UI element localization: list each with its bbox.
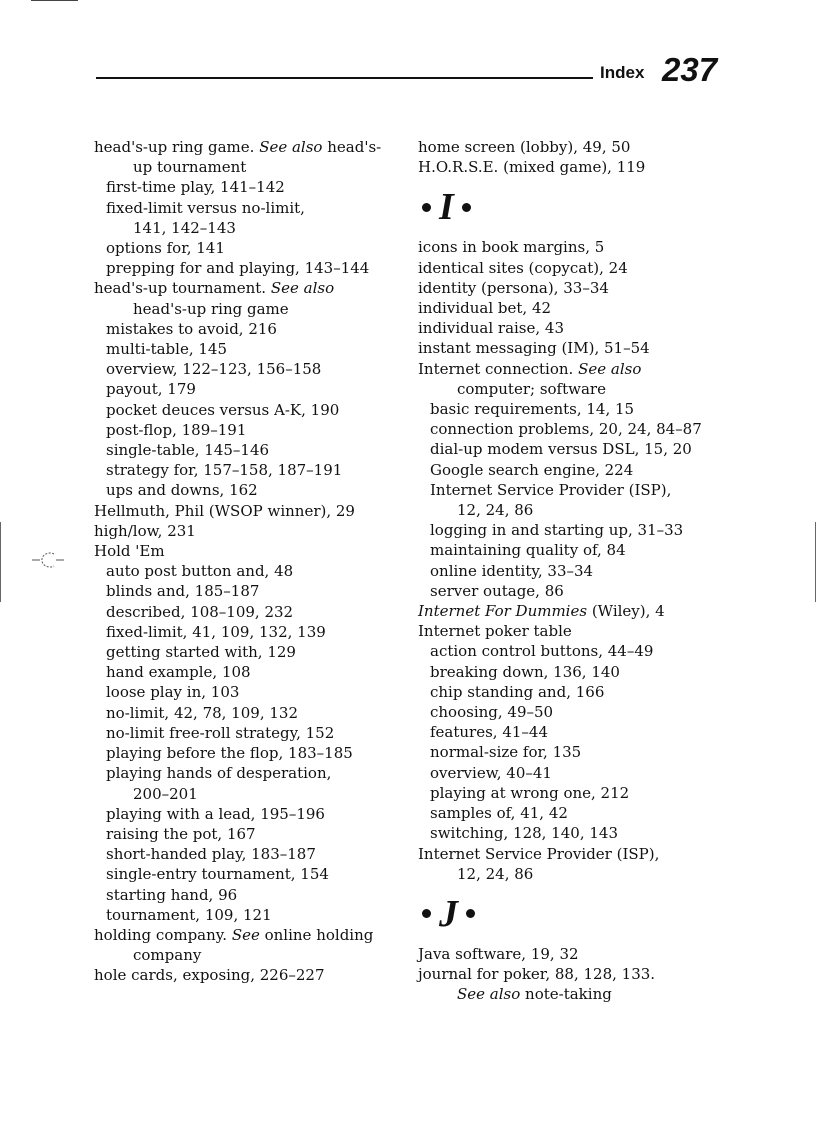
entry-text: 12, 24, 86 (457, 501, 534, 520)
index-subentry (94, 177, 404, 197)
entry-text: online holding (259, 925, 374, 944)
entry-text: blinds and, 185–187 (106, 582, 260, 601)
entry-text: individual bet, 42 (418, 299, 552, 318)
running-header (96, 51, 728, 90)
entry-text: identity (persona), 33–34 (418, 278, 609, 297)
index-subentry (418, 581, 728, 601)
entry-text: raising the pot, 167 (106, 824, 256, 843)
index-entry (94, 501, 404, 521)
entry-text: features, 41–44 (430, 723, 549, 742)
index-subentry (94, 864, 404, 884)
entry-text: H.O.R.S.E. (mixed game), 119 (418, 158, 646, 177)
index-entry (418, 964, 728, 984)
index-subentry (94, 703, 404, 723)
entry-text: options for, 141 (106, 239, 225, 258)
entry-text: loose play in, 103 (106, 683, 240, 702)
header-rule (96, 77, 593, 79)
index-subentry (418, 520, 728, 540)
entry-text: multi-table, 145 (106, 340, 227, 359)
index-subentry (94, 682, 404, 702)
entry-text: server outage, 86 (430, 581, 564, 600)
index-subentry (94, 763, 404, 783)
index-subentry (94, 460, 404, 480)
index-subentry (94, 662, 404, 682)
left-margin-rule (0, 522, 1, 602)
index-entry-continuation (94, 784, 404, 804)
entry-text: playing with a lead, 195–196 (106, 804, 325, 823)
entry-text-italic: See also (259, 138, 323, 156)
index-subentry (94, 905, 404, 925)
entry-text: maintaining quality of, 84 (430, 541, 626, 560)
index-subentry (418, 722, 728, 742)
entry-text: note-taking (520, 985, 612, 1004)
entry-text: computer; software (457, 379, 606, 398)
entry-text: overview, 122–123, 156–158 (106, 360, 322, 379)
entry-text: getting started with, 129 (106, 643, 296, 662)
index-subentry (94, 844, 404, 864)
index-entry (94, 925, 404, 945)
entry-text: overview, 40–41 (430, 763, 552, 782)
entry-text: up tournament (133, 158, 247, 177)
index-subentry (94, 359, 404, 379)
entry-text: identical sites (copycat), 24 (418, 258, 628, 277)
entry-text: individual raise, 43 (418, 319, 565, 338)
entry-text: single-table, 145–146 (106, 441, 270, 460)
index-entry (418, 318, 728, 338)
entry-text: company (133, 946, 202, 965)
index-entry-continuation (418, 379, 728, 399)
index-subentry (418, 540, 728, 560)
entry-text: strategy for, 157–158, 187–191 (106, 461, 343, 480)
index-subentry (418, 561, 728, 581)
entry-text-italic: See (231, 925, 260, 944)
entry-text: Internet Service Provider (ISP), (430, 480, 672, 499)
entry-text-italic: Internet For Dummies (418, 602, 588, 621)
index-subentry (418, 763, 728, 783)
bullet-icon (462, 203, 471, 212)
entry-text: dial-up modem versus DSL, 15, 20 (430, 440, 692, 459)
entry-text: short-handed play, 183–187 (106, 845, 316, 864)
bullet-icon (422, 909, 431, 918)
index-entry (418, 137, 728, 157)
entry-text: payout, 179 (106, 380, 196, 399)
index-subentry (418, 439, 728, 459)
entry-text: switching, 128, 140, 143 (430, 824, 618, 843)
index-entry (418, 844, 728, 864)
index-entry-continuation (94, 218, 404, 238)
index-subentry (94, 743, 404, 763)
entry-text: basic requirements, 14, 15 (430, 400, 635, 419)
entry-text: home screen (lobby), 49, 50 (418, 138, 631, 156)
index-subentry (94, 824, 404, 844)
entry-text-italic: See also (457, 985, 521, 1004)
entry-text: Hellmuth, Phil (WSOP winner), 29 (94, 501, 355, 520)
letter-heading (418, 884, 728, 944)
entry-text: mistakes to avoid, 216 (106, 319, 277, 338)
entry-text: samples of, 41, 42 (430, 804, 568, 823)
index-subentry (94, 339, 404, 359)
entry-text: described, 108–109, 232 (106, 602, 294, 621)
entry-text: no-limit free-roll strategy, 152 (106, 723, 335, 742)
index-entry (418, 359, 728, 379)
entry-text: logging in and starting up, 31–33 (430, 521, 684, 540)
entry-text: Internet poker table (418, 622, 572, 641)
index-subentry (94, 804, 404, 824)
index-entry (94, 278, 404, 298)
registration-mark-icon (32, 548, 64, 572)
index-subentry (418, 823, 728, 843)
entry-text: pocket deuces versus A-K, 190 (106, 400, 340, 419)
index-subentry (94, 723, 404, 743)
index-column-left (94, 137, 404, 986)
index-entry-continuation (418, 984, 728, 1004)
index-subentry (94, 480, 404, 500)
index-subentry (418, 783, 728, 803)
entry-text: post-flop, 189–191 (106, 420, 247, 439)
entry-text: hand example, 108 (106, 663, 251, 682)
entry-text: Internet Service Provider (ISP), (418, 844, 660, 863)
entry-text: Google search engine, 224 (430, 460, 634, 479)
letter-label: I (439, 186, 454, 229)
index-subentry (94, 198, 404, 218)
entry-text: head's-up tournament. (94, 279, 271, 298)
entry-text: fixed-limit, 41, 109, 132, 139 (106, 622, 326, 641)
entry-text: Hold 'Em (94, 542, 165, 561)
index-subentry (94, 885, 404, 905)
entry-text: no-limit, 42, 78, 109, 132 (106, 703, 298, 722)
index-subentry (94, 400, 404, 420)
index-entry (94, 965, 404, 985)
entry-text: playing at wrong one, 212 (430, 783, 630, 802)
index-entry (418, 601, 728, 621)
index-entry (418, 258, 728, 278)
index-subentry (94, 238, 404, 258)
index-entry (418, 338, 728, 358)
letter-heading (418, 177, 728, 237)
index-subentry (94, 581, 404, 601)
entry-text: fixed-limit versus no-limit, (106, 198, 305, 217)
index-subentry (418, 742, 728, 762)
entry-text: high/low, 231 (94, 521, 196, 540)
letter-label: J (439, 892, 458, 935)
index-subentry (418, 419, 728, 439)
entry-text: single-entry tournament, 154 (106, 865, 329, 884)
index-subentry (418, 480, 728, 500)
entry-text: Internet connection. (418, 359, 579, 378)
index-entry (94, 521, 404, 541)
entry-text: 12, 24, 86 (457, 864, 534, 883)
index-entry (94, 137, 404, 157)
index-subentry (94, 319, 404, 339)
index-entry (418, 157, 728, 177)
index-entry-continuation (418, 500, 728, 520)
entry-text: 141, 142–143 (133, 218, 236, 237)
index-subentry (94, 602, 404, 622)
entry-text: normal-size for, 135 (430, 743, 582, 762)
entry-text: head's-up ring game (133, 299, 289, 318)
index-subentry (418, 702, 728, 722)
entry-text: 200–201 (133, 784, 198, 803)
index-entry (418, 237, 728, 257)
entry-text: (Wiley), 4 (587, 602, 665, 621)
bullet-icon (422, 203, 431, 212)
entry-text: holding company. (94, 925, 232, 944)
entry-text: connection problems, 20, 24, 84–87 (430, 420, 702, 439)
index-subentry (418, 682, 728, 702)
entry-text: head's- (322, 138, 382, 156)
entry-text: breaking down, 136, 140 (430, 662, 620, 681)
entry-text: Java software, 19, 32 (418, 944, 579, 963)
index-entry (418, 621, 728, 641)
index-entry-continuation (94, 945, 404, 965)
entry-text: auto post button and, 48 (106, 562, 294, 581)
index-subentry (418, 641, 728, 661)
index-entry-continuation (418, 864, 728, 884)
index-subentry (418, 460, 728, 480)
entry-text: action control buttons, 44–49 (430, 642, 654, 661)
index-subentry (94, 440, 404, 460)
index-subentry (94, 258, 404, 278)
entry-text: starting hand, 96 (106, 885, 238, 904)
entry-text: head's-up ring game. (94, 138, 260, 156)
entry-text: prepping for and playing, 143–144 (106, 259, 370, 278)
index-subentry (94, 420, 404, 440)
index-entry-continuation (94, 299, 404, 319)
entry-text: online identity, 33–34 (430, 561, 594, 580)
entry-text-italic: See also (270, 279, 335, 298)
index-entry (418, 278, 728, 298)
entry-text: choosing, 49–50 (430, 703, 554, 722)
entry-text: instant messaging (IM), 51–54 (418, 339, 650, 358)
section-label: Index (600, 63, 645, 82)
index-subentry (94, 642, 404, 662)
entry-text: playing before the flop, 183–185 (106, 744, 353, 763)
entry-text: tournament, 109, 121 (106, 905, 272, 924)
index-subentry (418, 662, 728, 682)
index-entry-continuation (94, 157, 404, 177)
entry-text: journal for poker, 88, 128, 133. (418, 965, 656, 984)
entry-text: playing hands of desperation, (106, 764, 332, 783)
page-number: 237 (662, 51, 718, 88)
entry-text-italic: See also (578, 359, 642, 378)
bullet-icon (466, 909, 475, 918)
index-entry (418, 944, 728, 964)
index-column-right (418, 137, 728, 1005)
index-entry (94, 541, 404, 561)
index-subentry (94, 379, 404, 399)
index-entry (418, 298, 728, 318)
index-subentry (418, 399, 728, 419)
index-subentry (94, 622, 404, 642)
index-subentry (418, 803, 728, 823)
index-subentry (94, 561, 404, 581)
entry-text: first-time play, 141–142 (106, 178, 285, 197)
entry-text: icons in book margins, 5 (418, 238, 605, 257)
corner-rule (31, 0, 78, 1)
entry-text: hole cards, exposing, 226–227 (94, 966, 325, 985)
entry-text: ups and downs, 162 (106, 481, 258, 500)
entry-text: chip standing and, 166 (430, 682, 605, 701)
